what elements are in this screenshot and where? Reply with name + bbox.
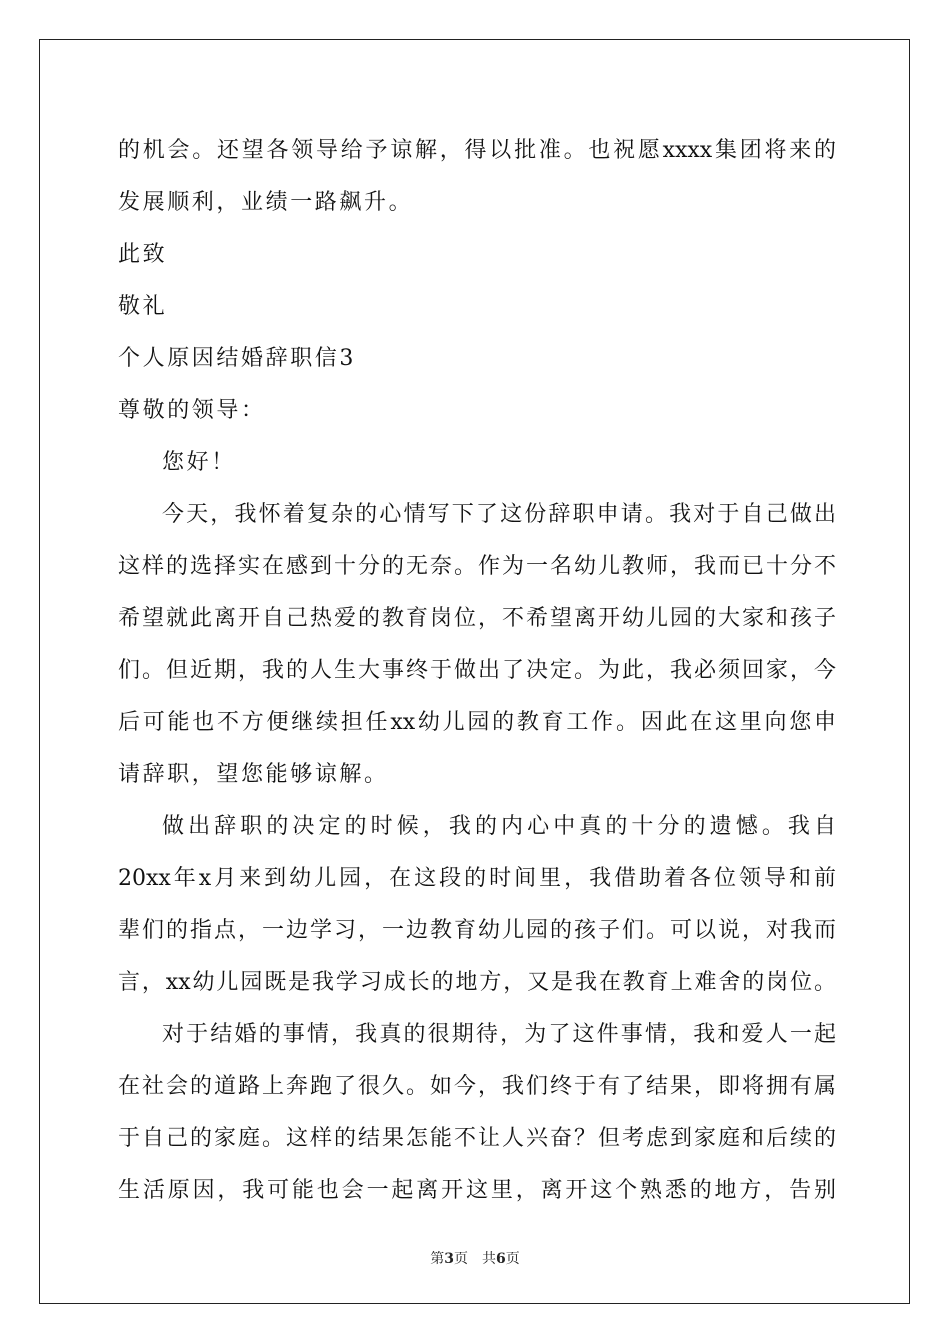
text-line: 言，xx幼儿园既是我学习成长的地方，又是我在教育上难舍的岗位。: [118, 970, 836, 995]
text-line: 20xx年x月来到幼儿园，在这段的时间里，我借助着各位领导和前: [118, 866, 836, 891]
text-line: 这样的选择实在感到十分的无奈。作为一名幼儿教师，我而已十分不: [118, 554, 836, 579]
text-line: 今天，我怀着复杂的心情写下了这份辞职申请。我对于自己做出: [162, 502, 836, 527]
page-mid: 页 共: [454, 1251, 496, 1267]
document-body: [118, 125, 836, 1217]
text-line: 对于结婚的事情，我真的很期待，为了这件事情，我和爱人一起: [162, 1022, 836, 1047]
text-line: 做出辞职的决定的时候，我的内心中真的十分的遗憾。我自: [162, 814, 836, 839]
letter-title: 个人原因结婚辞职信3: [118, 346, 356, 371]
text-line: 请辞职，望您能够谅解。: [118, 762, 389, 787]
text-line: 希望就此离开自己热爱的教育岗位，不希望离开幼儿园的大家和孩子: [118, 606, 836, 631]
text-line: 后可能也不方便继续担任xx幼儿园的教育工作。因此在这里向您申: [118, 710, 836, 735]
salutation: 尊敬的领导：: [118, 398, 266, 423]
text-line: 们。但近期，我的人生大事终于做出了决定。为此，我必须回家，今: [118, 658, 836, 683]
text-line: 辈们的指点，一边学习，一边教育幼儿园的孩子们。可以说，对我而: [118, 918, 836, 943]
closing-line: 敬礼: [118, 294, 168, 319]
page-prefix: 第: [430, 1251, 445, 1267]
page-number-footer: [0, 1248, 950, 1268]
text-line: 发展顺利，业绩一路飙升。: [118, 190, 414, 215]
text-line: 的机会。还望各领导给予谅解，得以批准。也祝愿xxxx集团将来的: [118, 138, 836, 163]
closing-line: 此致: [118, 242, 168, 267]
text-line: 在社会的道路上奔跑了很久。如今，我们终于有了结果，即将拥有属: [118, 1074, 836, 1099]
page-suffix: 页: [505, 1251, 520, 1267]
page-current: 3: [444, 1251, 454, 1267]
text-line: 于自己的家庭。这样的结果怎能不让人兴奋？但考虑到家庭和后续的: [118, 1126, 836, 1151]
greeting: 您好！: [162, 450, 236, 475]
text-line: 生活原因，我可能也会一起离开这里，离开这个熟悉的地方，告别: [118, 1178, 836, 1203]
page-total: 6: [496, 1251, 506, 1267]
